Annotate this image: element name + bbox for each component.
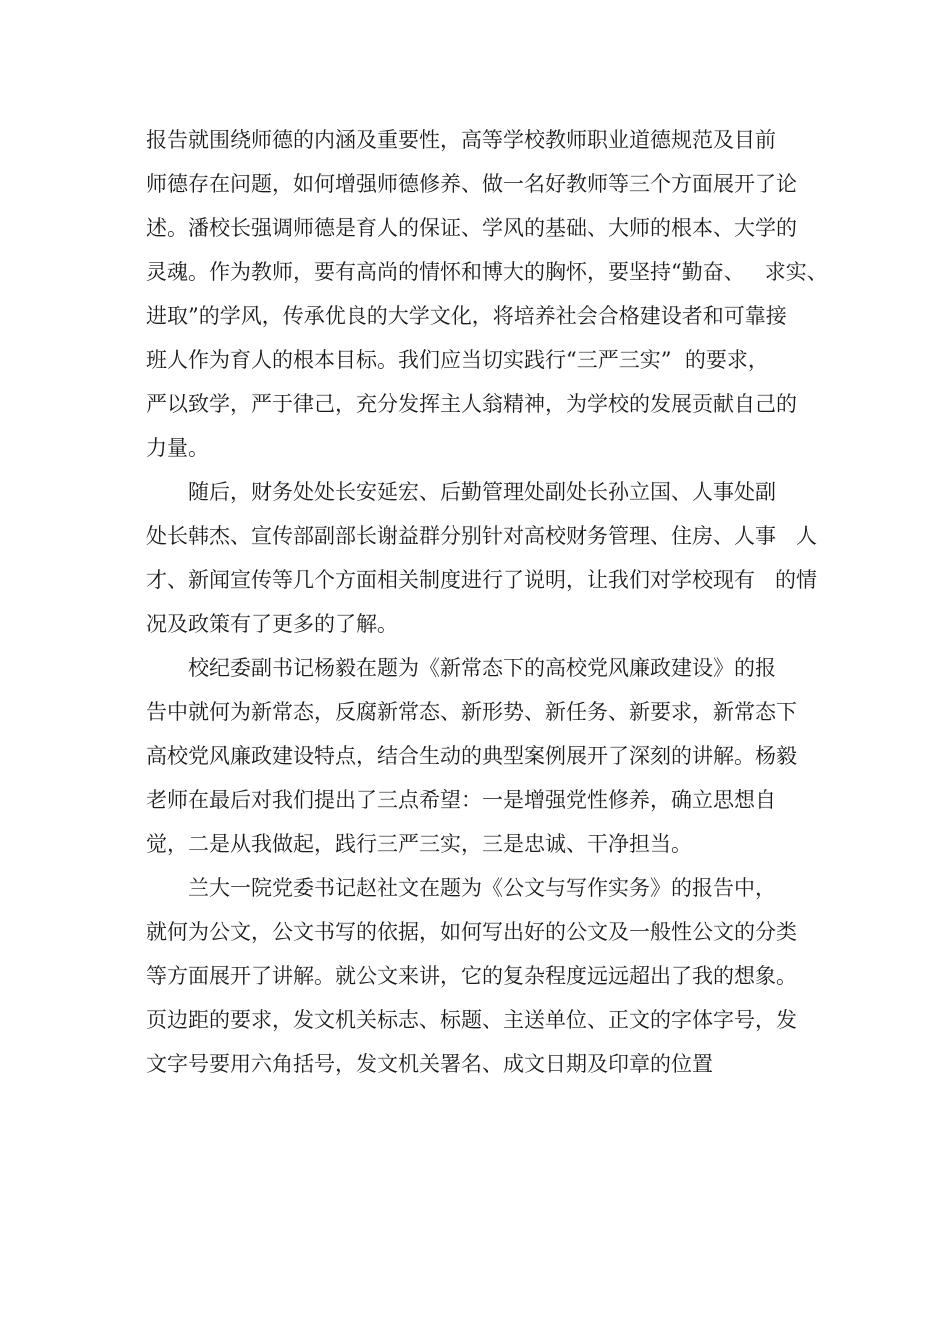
text-line: 校纪委副书记杨毅在题为《新常态下的高校党风廉政建设》的报 bbox=[188, 656, 776, 680]
paragraph-2 bbox=[146, 470, 818, 646]
text-line: 告中就何为新常态，反腐新常态、新形势、新任务、新要求，新常态下 bbox=[146, 700, 797, 724]
text-line: 老师在最后对我们提出了三点希望：一是增强党性修养，确立思想自 bbox=[146, 788, 776, 812]
text-line: 力量。 bbox=[146, 436, 209, 460]
text-line: 兰大一院党委书记赵社文在题为《公文与写作实务》的报告中， bbox=[188, 876, 776, 900]
text-line: 况及政策有了更多的了解。 bbox=[146, 612, 398, 636]
text-line: 灵魂。作为教师，要有高尚的情怀和博大的胸怀，要坚持“勤奋、 求实、 bbox=[146, 260, 828, 284]
text-line: 高校党风廉政建设特点，结合生动的典型案例展开了深刻的讲解。杨毅 bbox=[146, 744, 797, 768]
paragraph-4 bbox=[146, 866, 818, 1086]
document-body bbox=[146, 118, 828, 1086]
text-line: 觉，二是从我做起，践行三严三实，三是忠诚、干净担当。 bbox=[146, 832, 692, 856]
paragraph-1 bbox=[146, 118, 828, 470]
text-line: 等方面展开了讲解。就公文来讲，它的复杂程度远远超出了我的想象。 bbox=[146, 964, 797, 988]
text-line: 随后，财务处处长安延宏、后勤管理处副处长孙立国、人事处副 bbox=[188, 480, 776, 504]
text-line: 述。潘校长强调师德是育人的保证、学风的基础、大师的根本、大学的 bbox=[146, 216, 797, 240]
text-line: 严以致学，严于律己，充分发挥主人翁精神，为学校的发展贡献自己的 bbox=[146, 392, 797, 416]
text-line: 才、新闻宣传等几个方面相关制度进行了说明，让我们对学校现有 的情 bbox=[146, 568, 818, 592]
text-line: 班人作为育人的根本目标。我们应当切实践行“三严三实” 的要求， bbox=[146, 348, 769, 372]
paragraph-3 bbox=[146, 646, 818, 866]
text-line: 页边距的要求，发文机关标志、标题、主送单位、正文的字体字号，发 bbox=[146, 1008, 797, 1032]
text-line: 文字号要用六角括号，发文机关署名、成文日期及印章的位置 bbox=[146, 1052, 713, 1076]
text-line: 报告就围绕师德的内涵及重要性，高等学校教师职业道德规范及目前 bbox=[146, 128, 776, 152]
text-line: 就何为公文，公文书写的依据，如何写出好的公文及一般性公文的分类 bbox=[146, 920, 797, 944]
text-line: 师德存在问题，如何增强师德修养、做一名好教师等三个方面展开了论 bbox=[146, 172, 797, 196]
text-line: 处长韩杰、宣传部副部长谢益群分别针对高校财务管理、住房、人事 人 bbox=[146, 524, 818, 548]
text-line: 进取”的学风，传承优良的大学文化，将培养社会合格建设者和可靠接 bbox=[146, 304, 787, 328]
